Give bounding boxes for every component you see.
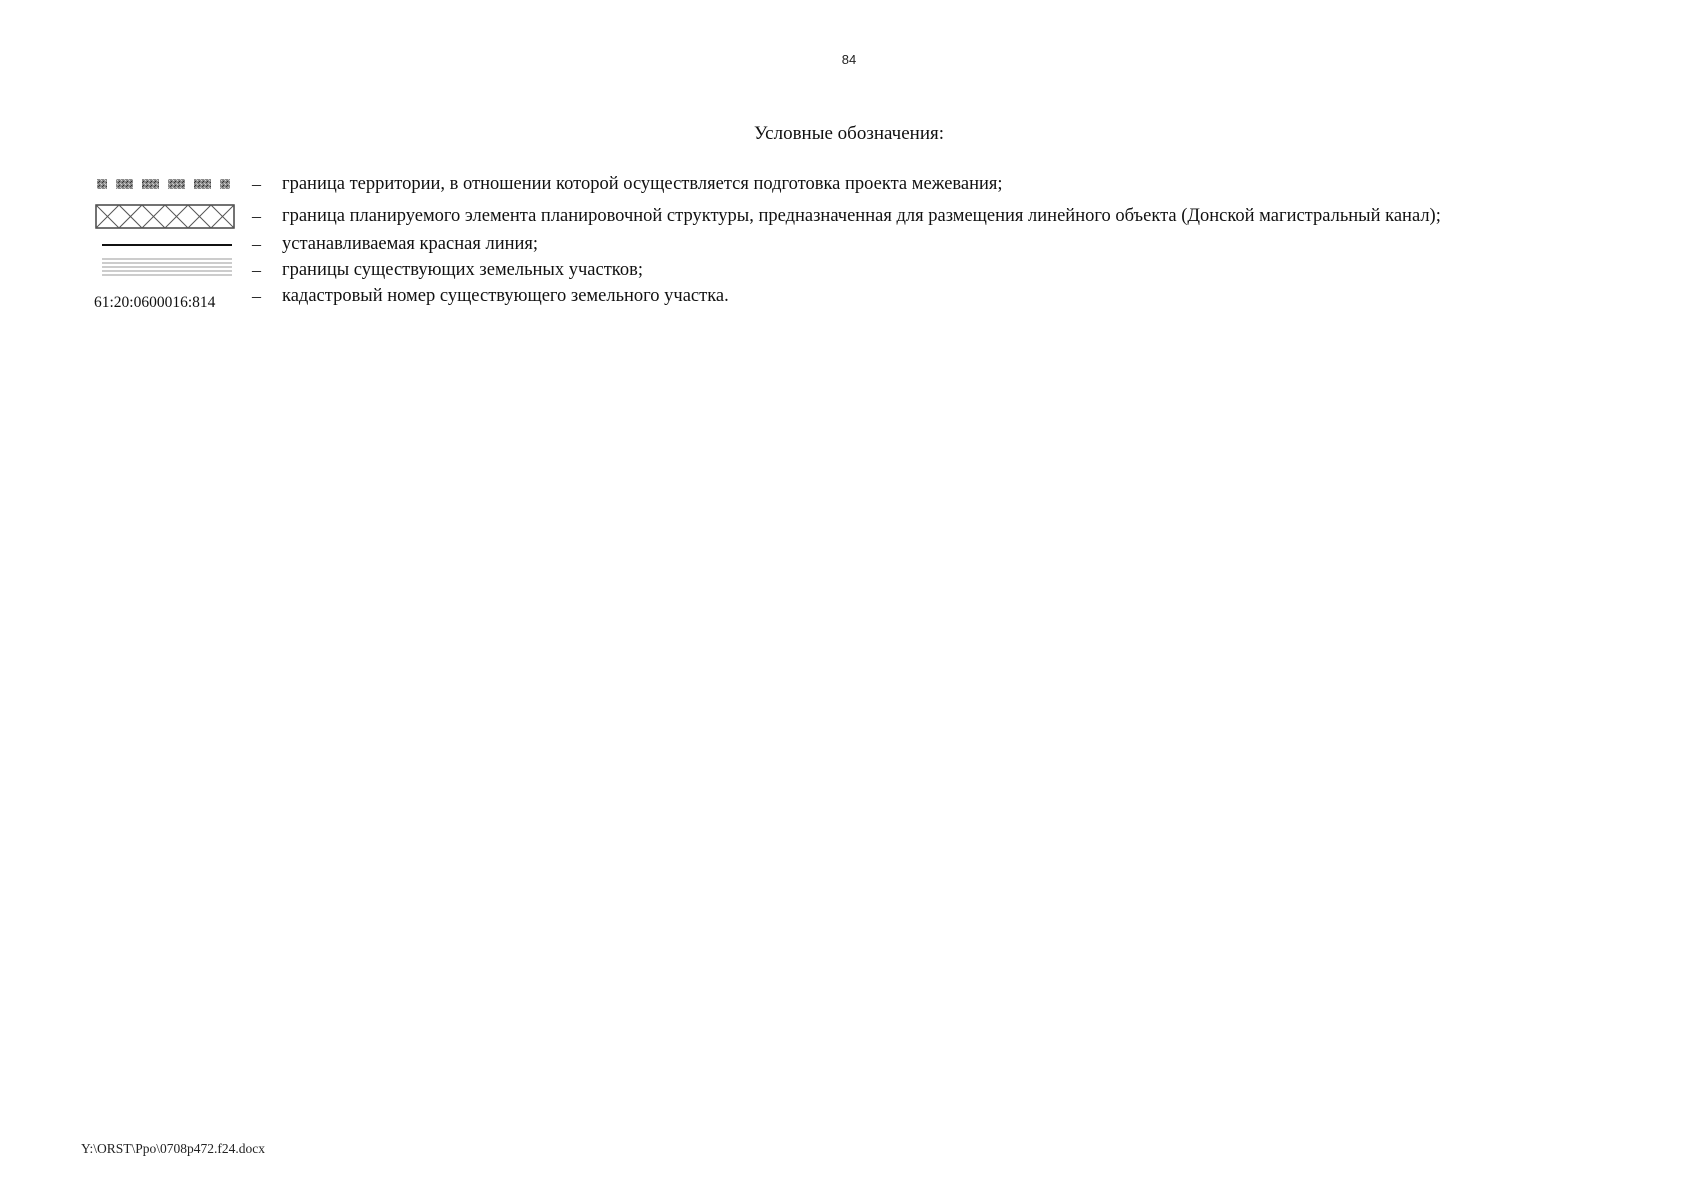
cadastral-number-label: 61:20:0600016:814 (94, 294, 216, 311)
legend-dash: – (252, 286, 261, 306)
legend-text: граница планируемого элемента планировочной структуры, предназначенная для размещения линейного объекта (Донской магистральный канал); (282, 206, 1441, 226)
page-number: 84 (841, 52, 857, 67)
cadastral-number-sample (94, 282, 236, 310)
legend-dash: – (252, 206, 261, 226)
legend-dash: – (252, 260, 261, 280)
legend-item (94, 230, 1674, 258)
legend-dash: – (252, 234, 261, 254)
legend-item (94, 256, 1674, 284)
footer-file-path: Y:\ORST\Ppo\0708p472.f24.docx (81, 1141, 266, 1156)
gray-dashed-boundary-icon (94, 170, 236, 198)
legend-item (94, 170, 1674, 198)
legend-dash: – (252, 174, 261, 194)
crosshatched-rectangle-icon (94, 202, 236, 230)
legend-item (94, 202, 1674, 230)
legend-title: Условные обозначения: (753, 123, 945, 144)
multi-line-icon (94, 256, 236, 284)
legend-item (94, 282, 1674, 310)
legend-text: граница территории, в отношении которой осуществляется подготовка проекта межевания; (282, 174, 1003, 194)
legend-text: кадастровый номер существующего земельного участка. (282, 286, 729, 306)
solid-line-icon (94, 230, 236, 258)
legend-text: устанавливаемая красная линия; (282, 234, 539, 254)
legend-text: границы существующих земельных участков; (282, 260, 643, 280)
